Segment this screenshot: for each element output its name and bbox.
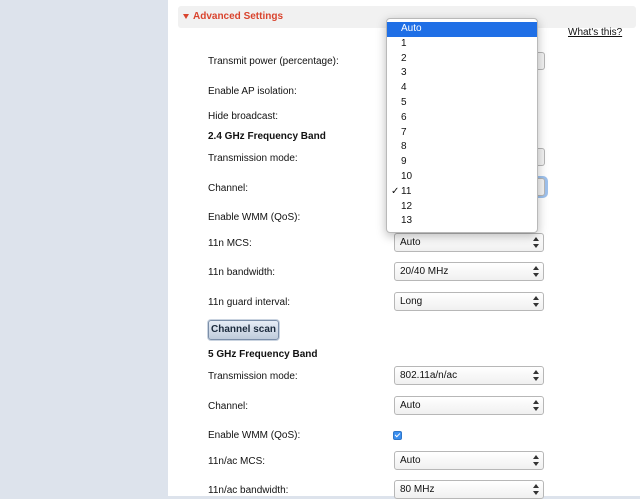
hide-broadcast-label: Hide broadcast: bbox=[208, 111, 279, 122]
bandwidth-5-select[interactable] bbox=[394, 480, 544, 499]
channel-24-label: Channel: bbox=[208, 183, 249, 194]
transmit-power-select-edge[interactable] bbox=[537, 52, 545, 70]
mcs-5-value: Auto bbox=[400, 455, 421, 466]
transmission-mode-5-value: 802.11a/n/ac bbox=[400, 370, 458, 381]
transmission-mode-5-select[interactable] bbox=[394, 366, 544, 385]
channel-option-label: 8 bbox=[401, 141, 407, 153]
channel-option[interactable] bbox=[387, 170, 537, 185]
channel-option[interactable] bbox=[387, 140, 537, 155]
select-arrows-icon bbox=[533, 265, 540, 278]
channel-option[interactable] bbox=[387, 111, 537, 126]
wmm-5-checkbox[interactable] bbox=[393, 431, 402, 440]
select-arrows-icon bbox=[533, 295, 540, 308]
guard-interval-24-value: Long bbox=[400, 296, 423, 307]
bandwidth-5-value: 80 MHz bbox=[400, 484, 435, 495]
mcs-24-select[interactable] bbox=[394, 233, 544, 252]
channel-option[interactable] bbox=[387, 22, 537, 37]
channel-option-label: 5 bbox=[401, 96, 407, 108]
mcs-24-label: 11n MCS: bbox=[208, 238, 252, 249]
channel-option[interactable] bbox=[387, 126, 537, 141]
channel-scan-button[interactable]: Channel scan bbox=[208, 320, 279, 340]
channel-option[interactable] bbox=[387, 185, 537, 200]
mcs-5-select[interactable] bbox=[394, 451, 544, 470]
channel-option-label: 7 bbox=[401, 126, 407, 138]
checkmark-icon: ✓ bbox=[391, 185, 400, 197]
bandwidth-24-label: 11n bandwidth: bbox=[208, 267, 276, 278]
channel-option-label: 2 bbox=[401, 52, 407, 64]
mcs-5-label: 11n/ac MCS: bbox=[208, 456, 266, 467]
left-sidebar bbox=[0, 0, 168, 496]
channel-option-label: 12 bbox=[401, 200, 413, 212]
select-arrows-icon bbox=[533, 454, 540, 467]
channel-option[interactable] bbox=[387, 155, 537, 170]
channel-option[interactable] bbox=[387, 214, 537, 229]
channel-option-label: 9 bbox=[401, 156, 407, 168]
channel-option[interactable] bbox=[387, 81, 537, 96]
guard-interval-24-label: 11n guard interval: bbox=[208, 297, 291, 308]
guard-interval-24-select[interactable] bbox=[394, 292, 544, 311]
channel-option[interactable] bbox=[387, 37, 537, 52]
band-24-title: 2.4 GHz Frequency Band bbox=[208, 131, 326, 142]
select-arrows-icon bbox=[533, 236, 540, 249]
mcs-24-value: Auto bbox=[400, 237, 421, 248]
channel-dropdown-menu bbox=[386, 18, 538, 233]
transmission-mode-5-label: Transmission mode: bbox=[208, 371, 298, 382]
ap-isolation-label: Enable AP isolation: bbox=[208, 86, 297, 97]
bandwidth-5-label: 11n/ac bandwidth: bbox=[208, 485, 289, 496]
channel-5-select[interactable] bbox=[394, 396, 544, 415]
transmission-mode-24-label: Transmission mode: bbox=[208, 153, 298, 164]
channel-5-label: Channel: bbox=[208, 401, 249, 412]
select-arrows-icon bbox=[533, 369, 540, 382]
channel-24-select-edge[interactable] bbox=[537, 178, 545, 196]
channel-option-label: Auto bbox=[401, 23, 422, 34]
channel-option-label: 10 bbox=[401, 170, 413, 182]
wmm-5-label: Enable WMM (QoS): bbox=[208, 430, 301, 441]
channel-option-label: 4 bbox=[401, 82, 407, 94]
transmission-mode-24-select-edge[interactable] bbox=[537, 148, 545, 166]
channel-option[interactable] bbox=[387, 52, 537, 67]
bandwidth-24-select[interactable] bbox=[394, 262, 544, 281]
channel-option[interactable] bbox=[387, 96, 537, 111]
channel-option-label: 13 bbox=[401, 215, 413, 227]
transmit-power-label: Transmit power (percentage): bbox=[208, 56, 339, 67]
bandwidth-24-value: 20/40 MHz bbox=[400, 266, 449, 277]
channel-option[interactable] bbox=[387, 200, 537, 215]
whats-this-link[interactable]: What's this? bbox=[568, 27, 623, 38]
channel-option[interactable] bbox=[387, 66, 537, 81]
select-arrows-icon bbox=[533, 399, 540, 412]
wmm-24-label: Enable WMM (QoS): bbox=[208, 212, 301, 223]
band-5-title: 5 GHz Frequency Band bbox=[208, 349, 318, 360]
channel-option-label: 6 bbox=[401, 111, 407, 123]
channel-5-value: Auto bbox=[400, 400, 421, 411]
channel-option-label: 11 bbox=[401, 185, 412, 197]
channel-option-label: 3 bbox=[401, 67, 407, 79]
channel-option-label: 1 bbox=[401, 37, 407, 49]
section-title: Advanced Settings bbox=[193, 11, 284, 22]
select-arrows-icon bbox=[533, 483, 540, 496]
collapse-triangle-icon[interactable] bbox=[183, 14, 189, 19]
